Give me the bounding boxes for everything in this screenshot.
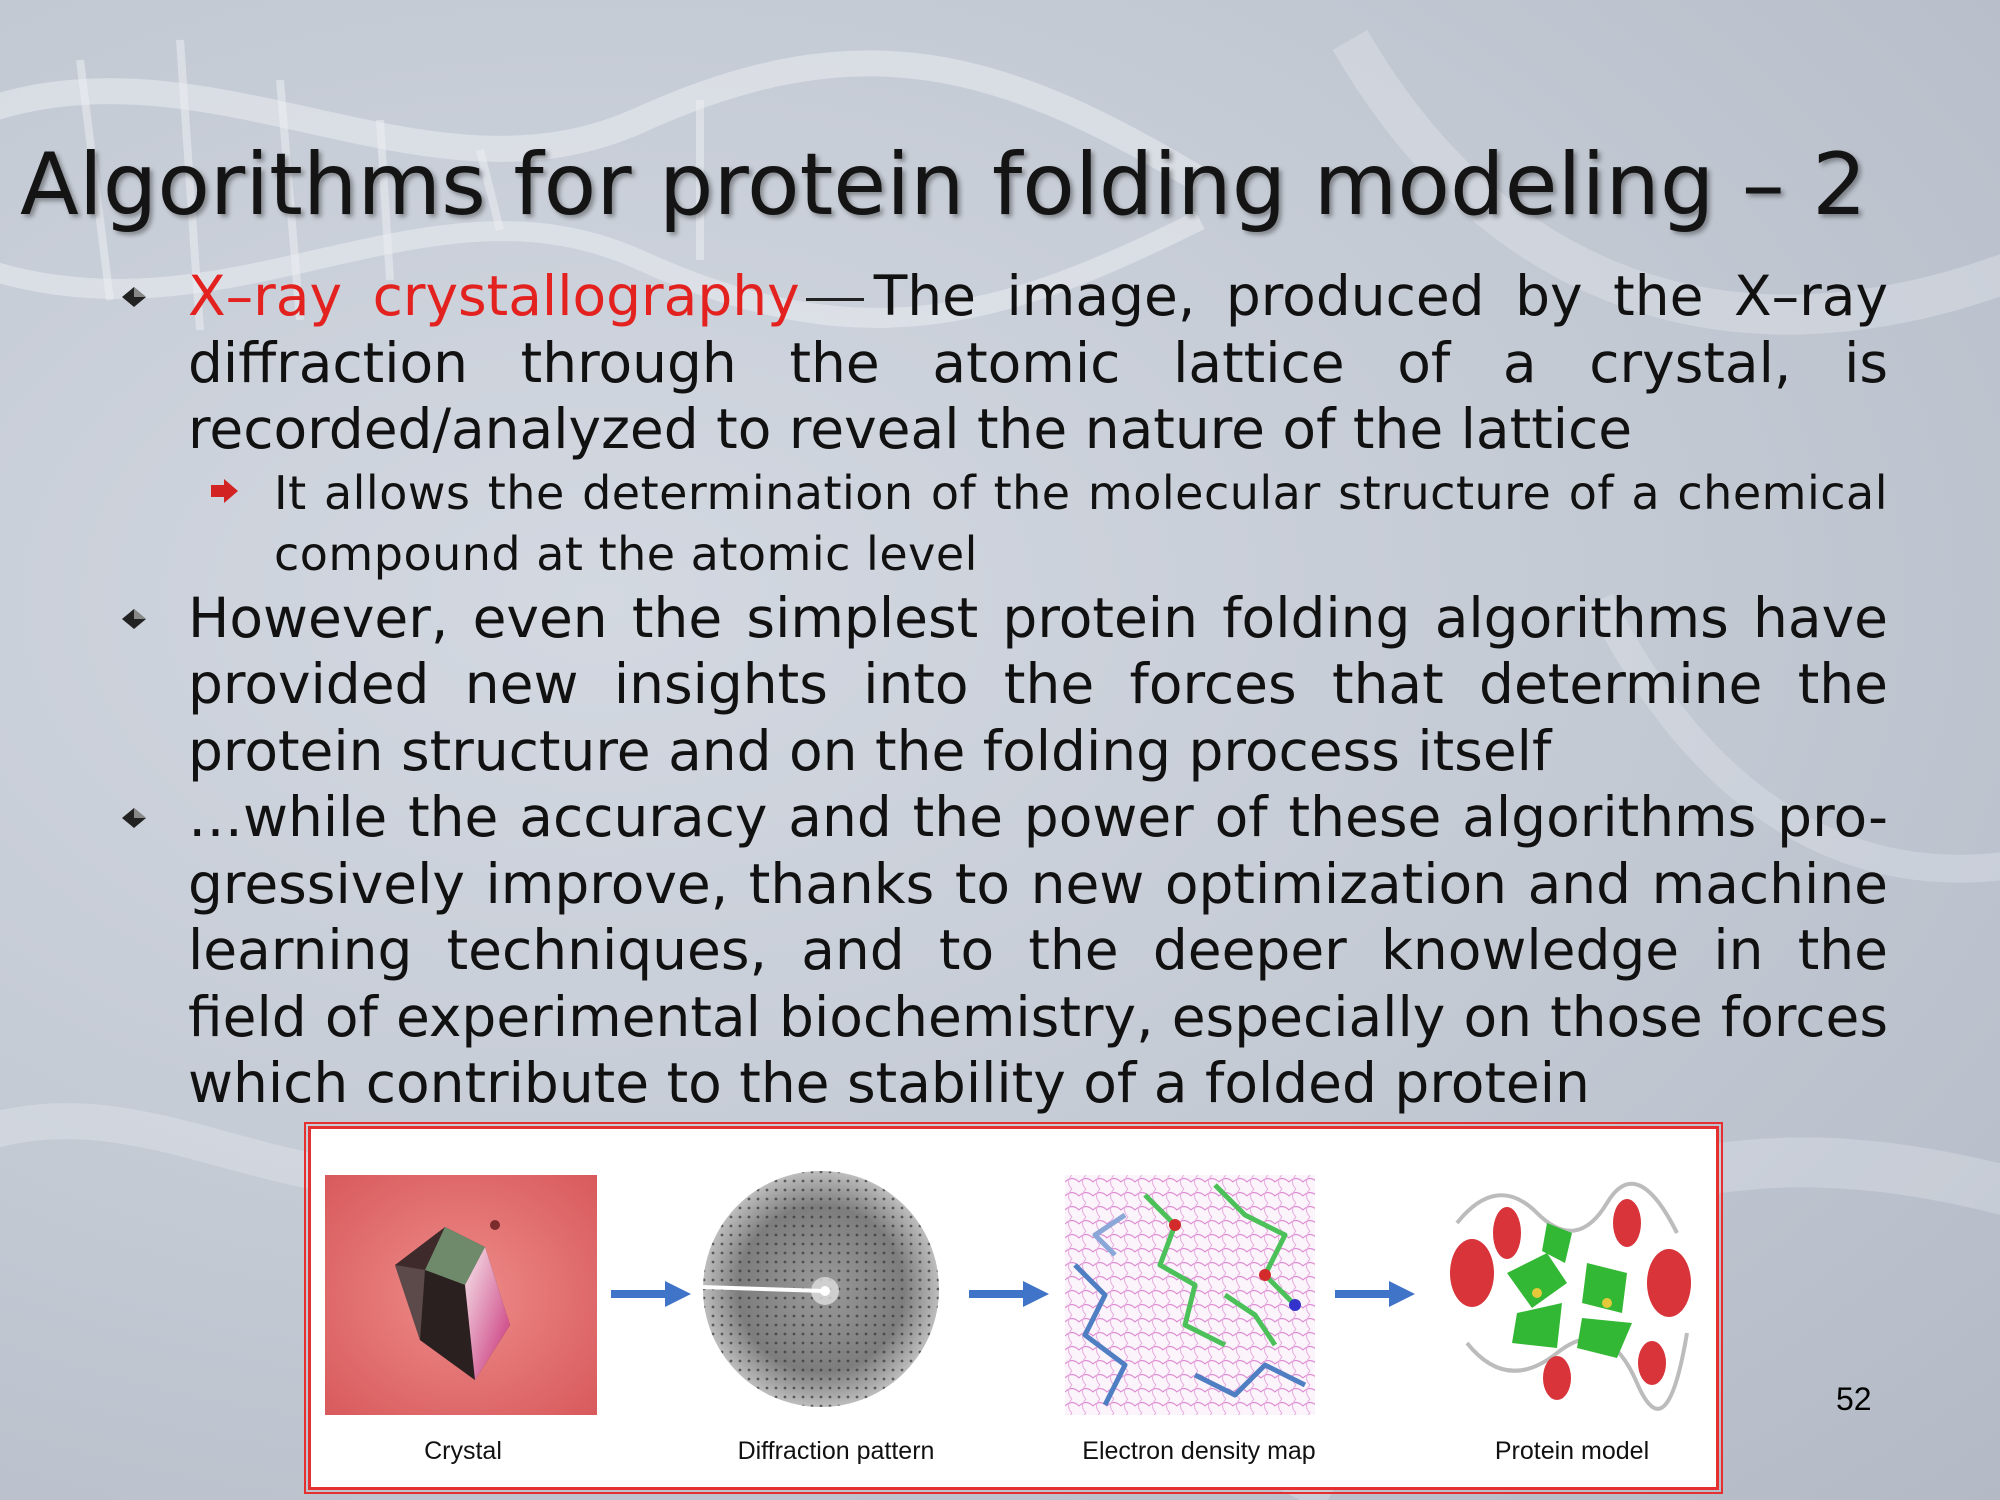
caption-protein-model: Protein model xyxy=(1494,1437,1650,1465)
em-dash xyxy=(806,298,864,301)
electron-density-map-image xyxy=(1065,1175,1315,1415)
bullet-text: The image, produced by the X–ray diffraction through the atomic lattice of a crystal, is recorded/analyzed to reveal the nature of the lattice xyxy=(188,264,1889,461)
bullet-text: However, even the simplest protein folding algorithms have provided new insights into the forces that determine the protein structure and on the folding process itself xyxy=(188,585,1888,783)
page-number: 52 xyxy=(1836,1381,1872,1417)
protein-model-image xyxy=(1437,1163,1701,1413)
crystal-image xyxy=(325,1175,597,1415)
bullet-text: …while the accuracy and the power of these algorithms pro-gressively improve, thanks to new optimization and machine learning techniques, and to the deeper knowledge in the field of experimental biochemistry, especially on those forces which contribute to the stability of a folded protein xyxy=(188,785,1888,1115)
sub-bullet-item xyxy=(120,463,1888,585)
crystallography-figure xyxy=(308,1126,1719,1490)
bullet-item-accuracy xyxy=(120,784,1888,1117)
bullet-item-insights xyxy=(120,585,1888,785)
bullet-diamond-icon xyxy=(120,806,148,830)
sub-bullet-text: It allows the determination of the molecular structure of a chemical compound at the atomic level xyxy=(274,465,1888,581)
caption-electron-density-map: Electron density map xyxy=(1082,1437,1316,1465)
red-arrow-bullet-icon xyxy=(210,477,240,505)
diffraction-pattern-image xyxy=(701,1169,941,1409)
arrow-right-icon xyxy=(611,1281,691,1307)
bullet-diamond-icon xyxy=(120,607,148,631)
arrow-right-icon xyxy=(969,1281,1049,1307)
bullet-item-xray xyxy=(120,263,1888,463)
bullet-diamond-icon xyxy=(120,285,148,309)
bullet-list xyxy=(120,263,1888,1117)
slide-title: Algorithms for protein folding modeling – 2 xyxy=(20,135,1867,235)
caption-crystal: Crystal xyxy=(424,1437,502,1465)
highlight-term: X–ray crystallography xyxy=(188,264,800,328)
arrow-right-icon xyxy=(1335,1281,1415,1307)
caption-diffraction-pattern: Diffraction pattern xyxy=(737,1437,935,1465)
